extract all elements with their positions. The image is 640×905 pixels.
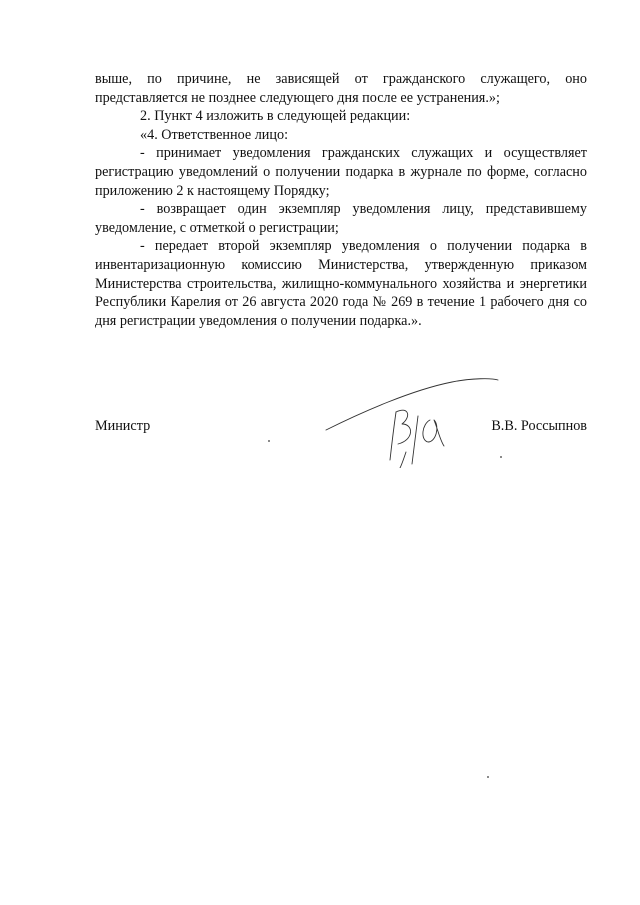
signatory-title: Министр bbox=[95, 418, 151, 434]
paragraph-item-2: 2. Пункт 4 изложить в следующей редакции: bbox=[140, 108, 411, 125]
paragraph-duty-2: - возвращает один экземпляр уведомления лицу, представившему уведомление, с отметкой о регистрации; bbox=[95, 201, 587, 236]
paragraph-duty-1: - принимает уведомления гражданских служащих и осуществляет регистрацию уведомлений о получении подарка в журнале по форме, согласно приложению 2 к настоящему Порядку; bbox=[95, 145, 587, 199]
scan-speck bbox=[487, 776, 489, 778]
paragraph-clause-4-heading: «4. Ответственное лицо: bbox=[140, 126, 289, 143]
paragraph-duty-3: - передает второй экземпляр уведомления о получении подарка в инвентаризационную комиссию Министерства, утвержденную приказом Министерства строительства, жилищно-коммунального хозяйства и энергетики Республики Карелия от 26 августа 2020 года № 269 в течение 1 рабочего дня со дня регистрации уведомления о получении подарка.». bbox=[95, 238, 587, 329]
scan-speck bbox=[268, 440, 270, 442]
document-body bbox=[95, 70, 587, 330]
paragraph-continuation: выше, по причине, не зависящей от гражданского служащего, оно представляется не позднее следующего дня после ее устранения.»; bbox=[95, 71, 587, 106]
signatory-name: В.В. Россыпнов bbox=[491, 418, 587, 434]
handwritten-signature bbox=[322, 368, 502, 468]
scan-speck bbox=[500, 456, 502, 458]
